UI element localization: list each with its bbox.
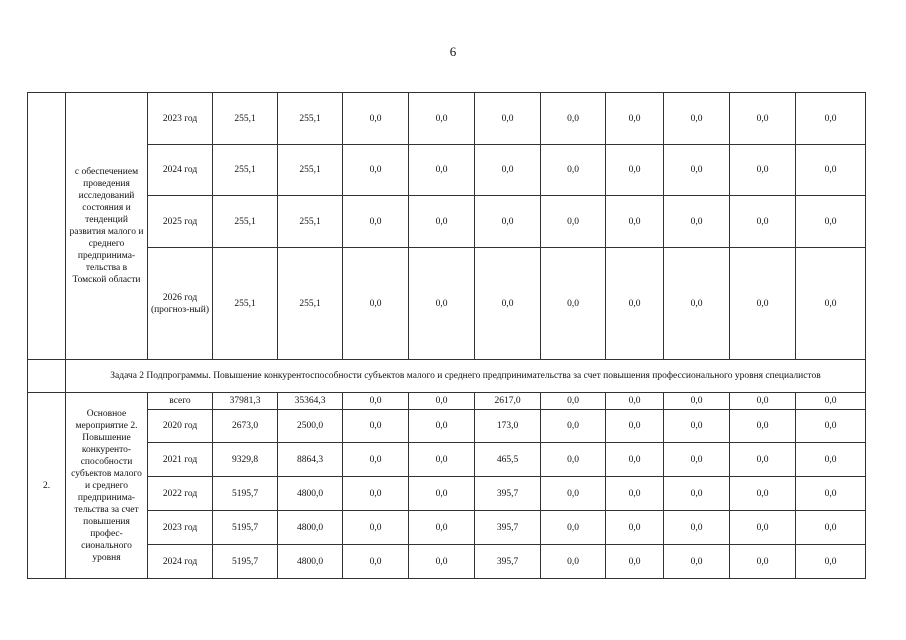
- table-body: [28, 93, 866, 579]
- value-cell: 0,0: [730, 511, 796, 545]
- value-cell: 0,0: [730, 393, 796, 410]
- value-cell: 0,0: [730, 443, 796, 477]
- value-cell: 0,0: [475, 196, 541, 248]
- value-cell: 0,0: [541, 393, 606, 410]
- value-cell: 0,0: [664, 145, 730, 196]
- value-cell: 395,7: [475, 511, 541, 545]
- value-cell: 4800,0: [278, 477, 343, 511]
- value-cell: 395,7: [475, 545, 541, 579]
- value-cell: 0,0: [664, 196, 730, 248]
- value-cell: 0,0: [664, 443, 730, 477]
- value-cell: 0,0: [409, 477, 475, 511]
- value-cell: 0,0: [541, 477, 606, 511]
- value-cell: 35364,3: [278, 393, 343, 410]
- value-cell: 0,0: [541, 248, 606, 360]
- value-cell: 255,1: [278, 248, 343, 360]
- value-cell: 0,0: [664, 393, 730, 410]
- value-cell: 0,0: [606, 477, 664, 511]
- year-cell: 2021 год: [148, 443, 213, 477]
- table-row: [28, 393, 866, 410]
- value-cell: 0,0: [796, 93, 866, 145]
- value-cell: 2500,0: [278, 410, 343, 443]
- value-cell: 255,1: [213, 145, 278, 196]
- year-cell: всего: [148, 393, 213, 410]
- value-cell: 0,0: [606, 410, 664, 443]
- table-row: [28, 410, 866, 443]
- value-cell: 0,0: [730, 410, 796, 443]
- value-cell: 0,0: [606, 545, 664, 579]
- value-cell: 0,0: [606, 196, 664, 248]
- value-cell: 0,0: [730, 196, 796, 248]
- value-cell: 0,0: [541, 443, 606, 477]
- event-name-cell: с обеспечением проведения исследований состояния и тенденций развития малого и среднего предпринима-тельства в Томской области: [66, 93, 148, 360]
- value-cell: 2617,0: [475, 393, 541, 410]
- year-cell: 2025 год: [148, 196, 213, 248]
- value-cell: 255,1: [213, 196, 278, 248]
- task-number-cell: [28, 360, 66, 393]
- value-cell: 0,0: [796, 410, 866, 443]
- value-cell: 0,0: [541, 196, 606, 248]
- event-name-cell: Основное мероприятие 2. Повышение конкуренто-способности субъектов малого и среднего предпринима-тельства за счет повышения профес-сионального уровня: [66, 393, 148, 579]
- value-cell: 5195,7: [213, 511, 278, 545]
- value-cell: 0,0: [664, 248, 730, 360]
- budget-table: [27, 92, 866, 579]
- value-cell: 0,0: [475, 248, 541, 360]
- year-cell: 2023 год: [148, 93, 213, 145]
- value-cell: 0,0: [409, 511, 475, 545]
- value-cell: 0,0: [796, 545, 866, 579]
- value-cell: 0,0: [409, 248, 475, 360]
- value-cell: 0,0: [343, 93, 409, 145]
- value-cell: 0,0: [730, 545, 796, 579]
- value-cell: 255,1: [213, 93, 278, 145]
- table-row: [28, 145, 866, 196]
- task-row: [28, 360, 866, 393]
- value-cell: 465,5: [475, 443, 541, 477]
- row-number-cell: 2.: [28, 393, 66, 579]
- value-cell: 255,1: [278, 93, 343, 145]
- table-row: [28, 511, 866, 545]
- value-cell: 0,0: [409, 545, 475, 579]
- value-cell: 0,0: [796, 443, 866, 477]
- value-cell: 0,0: [664, 410, 730, 443]
- value-cell: 0,0: [343, 145, 409, 196]
- value-cell: 0,0: [409, 145, 475, 196]
- value-cell: 0,0: [730, 477, 796, 511]
- year-cell: 2024 год: [148, 545, 213, 579]
- value-cell: 0,0: [796, 248, 866, 360]
- value-cell: 0,0: [409, 393, 475, 410]
- value-cell: 5195,7: [213, 477, 278, 511]
- value-cell: 0,0: [664, 93, 730, 145]
- table-row: [28, 248, 866, 360]
- value-cell: 0,0: [664, 477, 730, 511]
- value-cell: 0,0: [343, 196, 409, 248]
- value-cell: 0,0: [343, 545, 409, 579]
- value-cell: 0,0: [796, 511, 866, 545]
- value-cell: 0,0: [606, 511, 664, 545]
- value-cell: 0,0: [409, 410, 475, 443]
- value-cell: 0,0: [606, 145, 664, 196]
- value-cell: 255,1: [278, 196, 343, 248]
- value-cell: 0,0: [541, 545, 606, 579]
- table-row: [28, 443, 866, 477]
- value-cell: 0,0: [541, 511, 606, 545]
- value-cell: 0,0: [796, 145, 866, 196]
- value-cell: 255,1: [213, 248, 278, 360]
- value-cell: 0,0: [796, 477, 866, 511]
- year-cell: 2023 год: [148, 511, 213, 545]
- year-cell: 2020 год: [148, 410, 213, 443]
- table-row: [28, 93, 866, 145]
- value-cell: 0,0: [664, 545, 730, 579]
- value-cell: 0,0: [730, 145, 796, 196]
- value-cell: 0,0: [730, 93, 796, 145]
- value-cell: 2673,0: [213, 410, 278, 443]
- value-cell: 255,1: [278, 145, 343, 196]
- year-cell: 2026 год (прогноз-ный): [148, 248, 213, 360]
- value-cell: 173,0: [475, 410, 541, 443]
- value-cell: 0,0: [343, 443, 409, 477]
- value-cell: 0,0: [343, 393, 409, 410]
- value-cell: 0,0: [541, 93, 606, 145]
- value-cell: 9329,8: [213, 443, 278, 477]
- value-cell: 0,0: [343, 511, 409, 545]
- value-cell: 0,0: [475, 145, 541, 196]
- year-cell: 2022 год: [148, 477, 213, 511]
- value-cell: 0,0: [606, 443, 664, 477]
- value-cell: 0,0: [343, 477, 409, 511]
- value-cell: 0,0: [606, 393, 664, 410]
- value-cell: 0,0: [409, 443, 475, 477]
- value-cell: 5195,7: [213, 545, 278, 579]
- value-cell: 0,0: [796, 393, 866, 410]
- value-cell: 0,0: [606, 93, 664, 145]
- table-row: [28, 477, 866, 511]
- page-number: 6: [449, 44, 457, 59]
- value-cell: 0,0: [409, 93, 475, 145]
- table-row: [28, 545, 866, 579]
- value-cell: 0,0: [343, 410, 409, 443]
- value-cell: 0,0: [664, 511, 730, 545]
- value-cell: 8864,3: [278, 443, 343, 477]
- value-cell: 0,0: [409, 196, 475, 248]
- value-cell: 0,0: [606, 248, 664, 360]
- value-cell: 0,0: [541, 410, 606, 443]
- year-cell: 2024 год: [148, 145, 213, 196]
- value-cell: 4800,0: [278, 511, 343, 545]
- value-cell: 0,0: [475, 93, 541, 145]
- table-row: [28, 196, 866, 248]
- value-cell: 0,0: [541, 145, 606, 196]
- value-cell: 0,0: [343, 248, 409, 360]
- value-cell: 395,7: [475, 477, 541, 511]
- value-cell: 0,0: [796, 196, 866, 248]
- task-title: Задача 2 Подпрограммы. Повышение конкурентоспособности субъектов малого и среднего предпринимательства за счет повышения профессионального уровня специалистов: [66, 360, 866, 393]
- value-cell: 4800,0: [278, 545, 343, 579]
- value-cell: 37981,3: [213, 393, 278, 410]
- value-cell: 0,0: [730, 248, 796, 360]
- row-number-cell: [28, 93, 66, 360]
